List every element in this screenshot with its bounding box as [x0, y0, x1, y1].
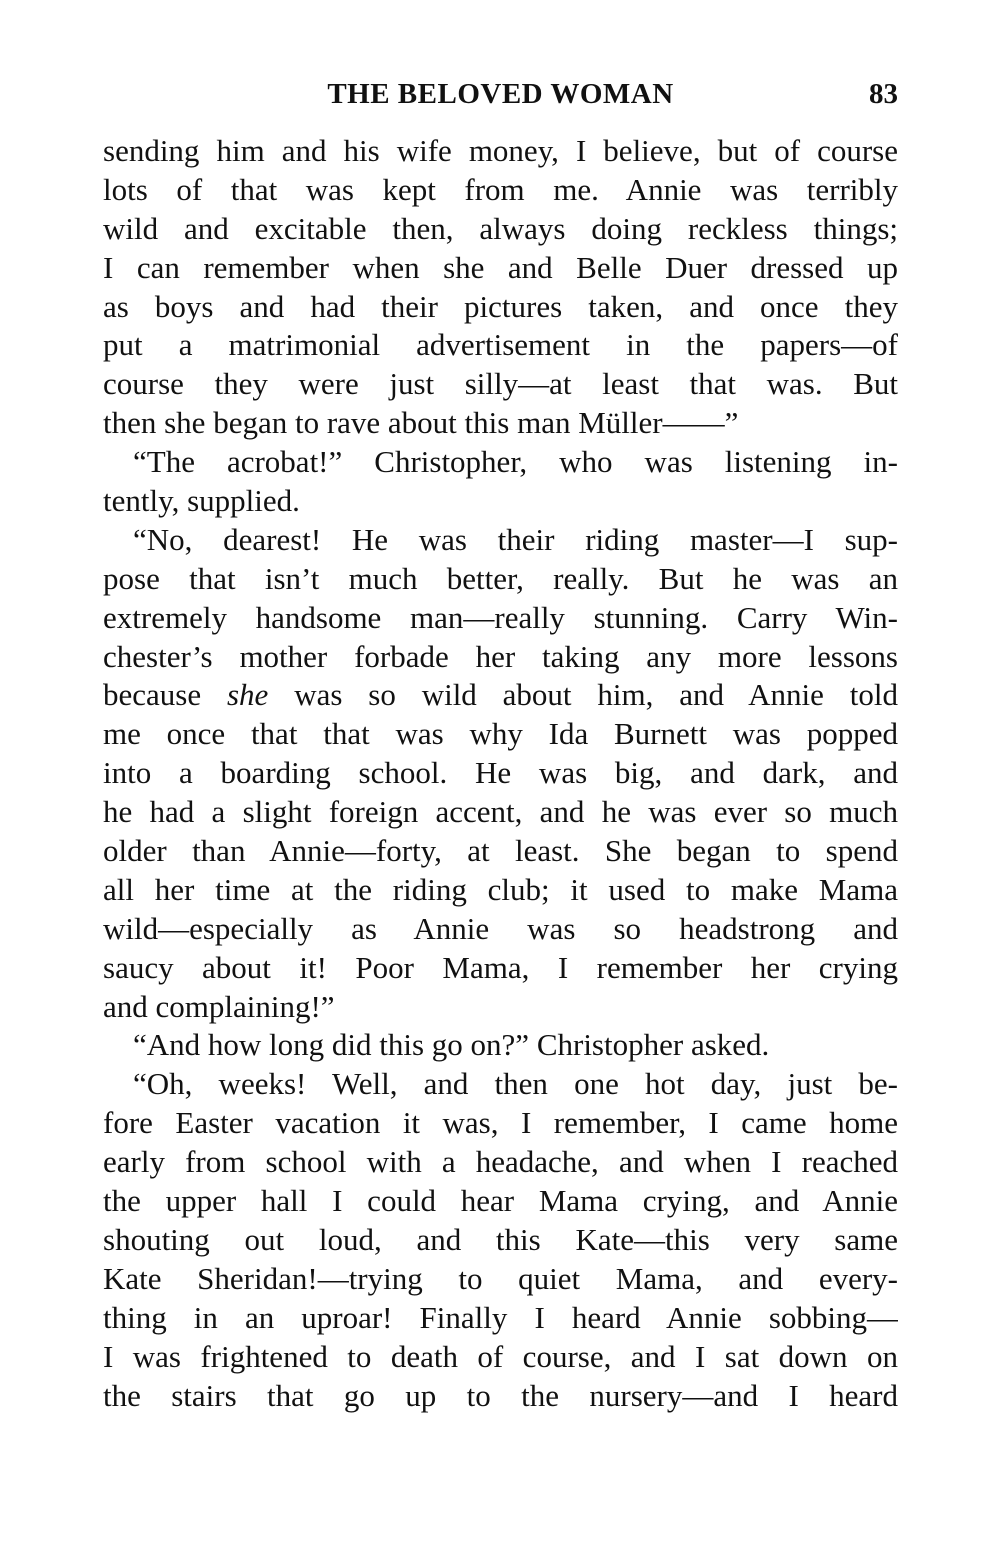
text-segment: because [103, 677, 202, 713]
text-line: into a boarding school. He was big, and dark, and [103, 755, 898, 791]
text-line: the stairs that go up to the nursery—and I heard [103, 1377, 898, 1413]
body-text [103, 132, 898, 1415]
text-line: pose that isn’t much better, really. But he was an [103, 560, 898, 596]
text-line: course they were just silly—at least that was. But [103, 366, 898, 402]
text-line: saucy about it! Poor Mama, I remember her crying [103, 949, 898, 985]
text-line: thing in an uproar! Finally I heard Annie sobbing— [103, 1299, 898, 1335]
text-line: then she began to rave about this man Müller——” [103, 405, 739, 441]
text-line: wild and excitable then, always doing reckless things; [103, 210, 898, 246]
running-title: THE BELOVED WOMAN [327, 78, 674, 110]
text-line: and complaining!” [103, 988, 335, 1024]
text-line: extremely handsome man—really stunning. Carry Win- [103, 599, 898, 635]
text-line: “And how long did this go on?” Christopher asked. [133, 1027, 770, 1063]
text-line: sending him and his wife money, I believe, but of course [103, 133, 898, 168]
running-head [103, 72, 898, 116]
text-line: as boys and had their pictures taken, and once they [103, 288, 898, 324]
text-line: wild—especially as Annie was so headstrong and [103, 910, 898, 946]
text-line: put a matrimonial advertisement in the papers—of [103, 327, 898, 363]
text-line: Kate Sheridan!—trying to quiet Mama, and every- [103, 1260, 898, 1296]
text-line: older than Annie—forty, at least. She began to spend [103, 833, 898, 869]
text-line: shouting out loud, and this Kate—this very same [103, 1221, 898, 1257]
text-line: the upper hall I could hear Mama crying, and Annie [103, 1183, 898, 1219]
text-line: early from school with a headache, and when I reached [103, 1144, 898, 1180]
text-line-with-emphasis [103, 676, 898, 715]
text-line: “Oh, weeks! Well, and then one hot day, just be- [133, 1066, 898, 1102]
text-segment: was so wild about him, and Annie told [294, 677, 898, 713]
text-line: tently, supplied. [103, 483, 300, 519]
text-line: he had a slight foreign accent, and he was ever so much [103, 794, 898, 830]
text-line: all her time at the riding club; it used to make Mama [103, 871, 898, 907]
text-line: chester’s mother forbade her taking any more lessons [103, 638, 898, 674]
page-number: 83 [869, 78, 898, 110]
text-line: me once that that was why Ida Burnett was popped [103, 716, 898, 752]
text-line: fore Easter vacation it was, I remember, I came home [103, 1105, 898, 1141]
text-line: “The acrobat!” Christopher, who was listening in- [133, 444, 898, 480]
text-line: lots of that was kept from me. Annie was terribly [103, 171, 898, 207]
text-line: I was frightened to death of course, and I sat down on [103, 1338, 898, 1374]
text-line: I can remember when she and Belle Duer dressed up [103, 249, 898, 285]
text-line: “No, dearest! He was their riding master—I sup- [133, 521, 898, 557]
emphasis-word: she [226, 677, 269, 713]
